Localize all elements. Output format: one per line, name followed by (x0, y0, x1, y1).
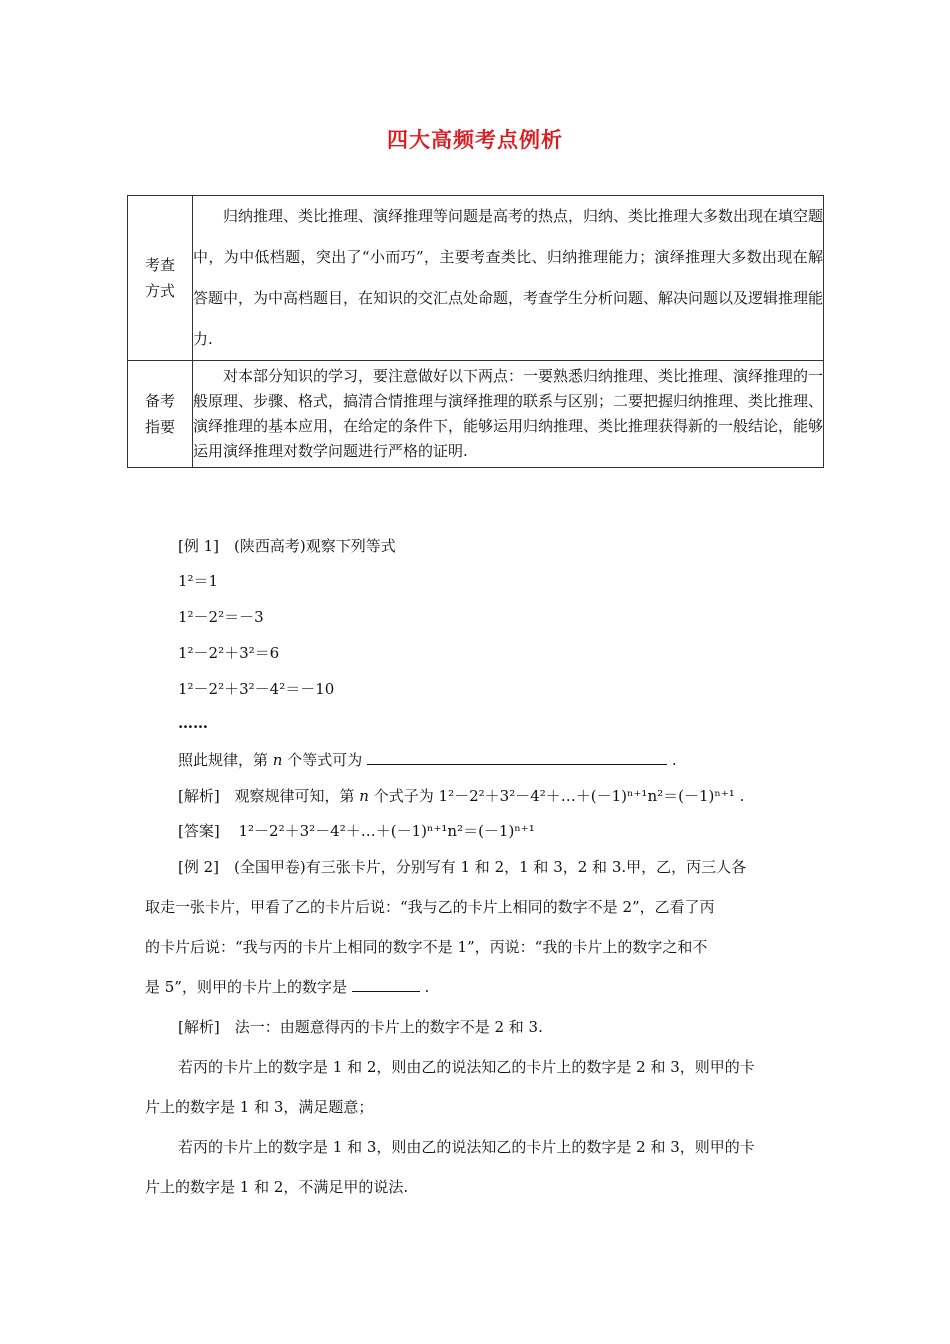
row-label (128, 361, 193, 468)
question-text: . (671, 751, 677, 769)
ellipsis: …… (178, 714, 208, 732)
label-line: 备考 (144, 392, 175, 410)
equation-line: 1²－2²＋3²＝6 (178, 644, 280, 662)
case-line: 片上的数字是 1 和 2，不满足甲的说法. (145, 1178, 409, 1196)
analysis-line (178, 785, 744, 807)
analysis-text: . (739, 787, 745, 805)
content-text: 归纳推理、类比推理、演绎推理等问题是高考的热点，归纳、类比推理大多数出现在填空题中，为中低档题，突出了“小而巧”，主要考查类比、归纳推理能力；演绎推理大多数出现在解答题中，为中高档题目，在知识的交汇点处命题，考查学生分析问题、解决问题以及逻辑推理能力. (193, 207, 824, 348)
formula: 1²－2²＋3²－4²＋…＋(－1)ⁿ⁺¹n²＝(－1)ⁿ⁺¹ (438, 787, 735, 805)
info-table (127, 195, 824, 468)
row-content (193, 196, 824, 361)
table-row (128, 196, 824, 361)
variable: n (359, 787, 369, 805)
analysis-text: 个式子为 (373, 787, 434, 805)
example2-text: . (424, 978, 430, 996)
answer-line (178, 820, 535, 842)
table-row (128, 361, 824, 468)
example2-line: 的卡片后说：“我与丙的卡片上相同的数字不是 1”，丙说：“我的卡片上的数字之和不 (145, 938, 708, 956)
example2-line: 取走一张卡片，甲看了乙的卡片后说：“我与乙的卡片上相同的数字不是 2”，乙看了丙 (145, 898, 715, 916)
case-line: 若丙的卡片上的数字是 1 和 2，则由乙的说法知乙的卡片上的数字是 2 和 3，则甲的卡 (178, 1058, 755, 1076)
question-text: 个等式可为 (287, 751, 363, 769)
equation-line: 1²＝1 (178, 572, 219, 590)
analysis-tag: [解析] (178, 787, 220, 805)
analysis-line: [解析] 法一：由题意得丙的卡片上的数字不是 2 和 3. (178, 1018, 543, 1036)
example2-line: [例 2] (全国甲卷)有三张卡片，分别写有 1 和 2，1 和 3，2 和 3.甲，乙，丙三人各 (178, 858, 747, 876)
answer-blank (367, 750, 667, 765)
row-label (128, 196, 193, 361)
label-line: 指要 (144, 418, 175, 436)
example2-line (145, 976, 429, 998)
example1-heading: [例 1] (陕西高考)观察下列等式 (178, 537, 396, 555)
question-text: 照此规律，第 (178, 751, 269, 769)
formula: 1²－2²＋3²－4²＋…＋(－1)ⁿ⁺¹n²＝(－1)ⁿ⁺¹ (238, 822, 535, 840)
example2-text: 是 5”，则甲的卡片上的数字是 (145, 978, 347, 996)
answer-tag: [答案] (178, 822, 220, 840)
content-text: 对本部分知识的学习，要注意做好以下两点：一要熟悉归纳推理、类比推理、演绎推理的一般原理、步骤、格式，搞清合情推理与演绎推理的联系与区别；二要把握归纳推理、类比推理、演绎推理的基本应用，在给定的条件下，能够运用归纳推理、类比推理获得新的一般结论，能够运用演绎推理对数学问题进行严格的证明. (193, 367, 824, 460)
page-title: 四大高频考点例析 (387, 128, 563, 152)
answer-blank (352, 977, 420, 992)
variable: n (272, 751, 283, 769)
row-content (193, 361, 824, 468)
equation-line: 1²－2²＝－3 (178, 608, 264, 626)
case-line: 若丙的卡片上的数字是 1 和 3，则由乙的说法知乙的卡片上的数字是 2 和 3，则甲的卡 (178, 1138, 755, 1156)
analysis-text: 观察规律可知，第 (234, 787, 355, 805)
label-line: 方式 (144, 282, 175, 300)
label-line: 考查 (144, 256, 175, 274)
case-line: 片上的数字是 1 和 3，满足题意； (145, 1098, 374, 1116)
equation-line: 1²－2²＋3²－4²＝－10 (178, 680, 335, 698)
question-line (178, 749, 677, 771)
